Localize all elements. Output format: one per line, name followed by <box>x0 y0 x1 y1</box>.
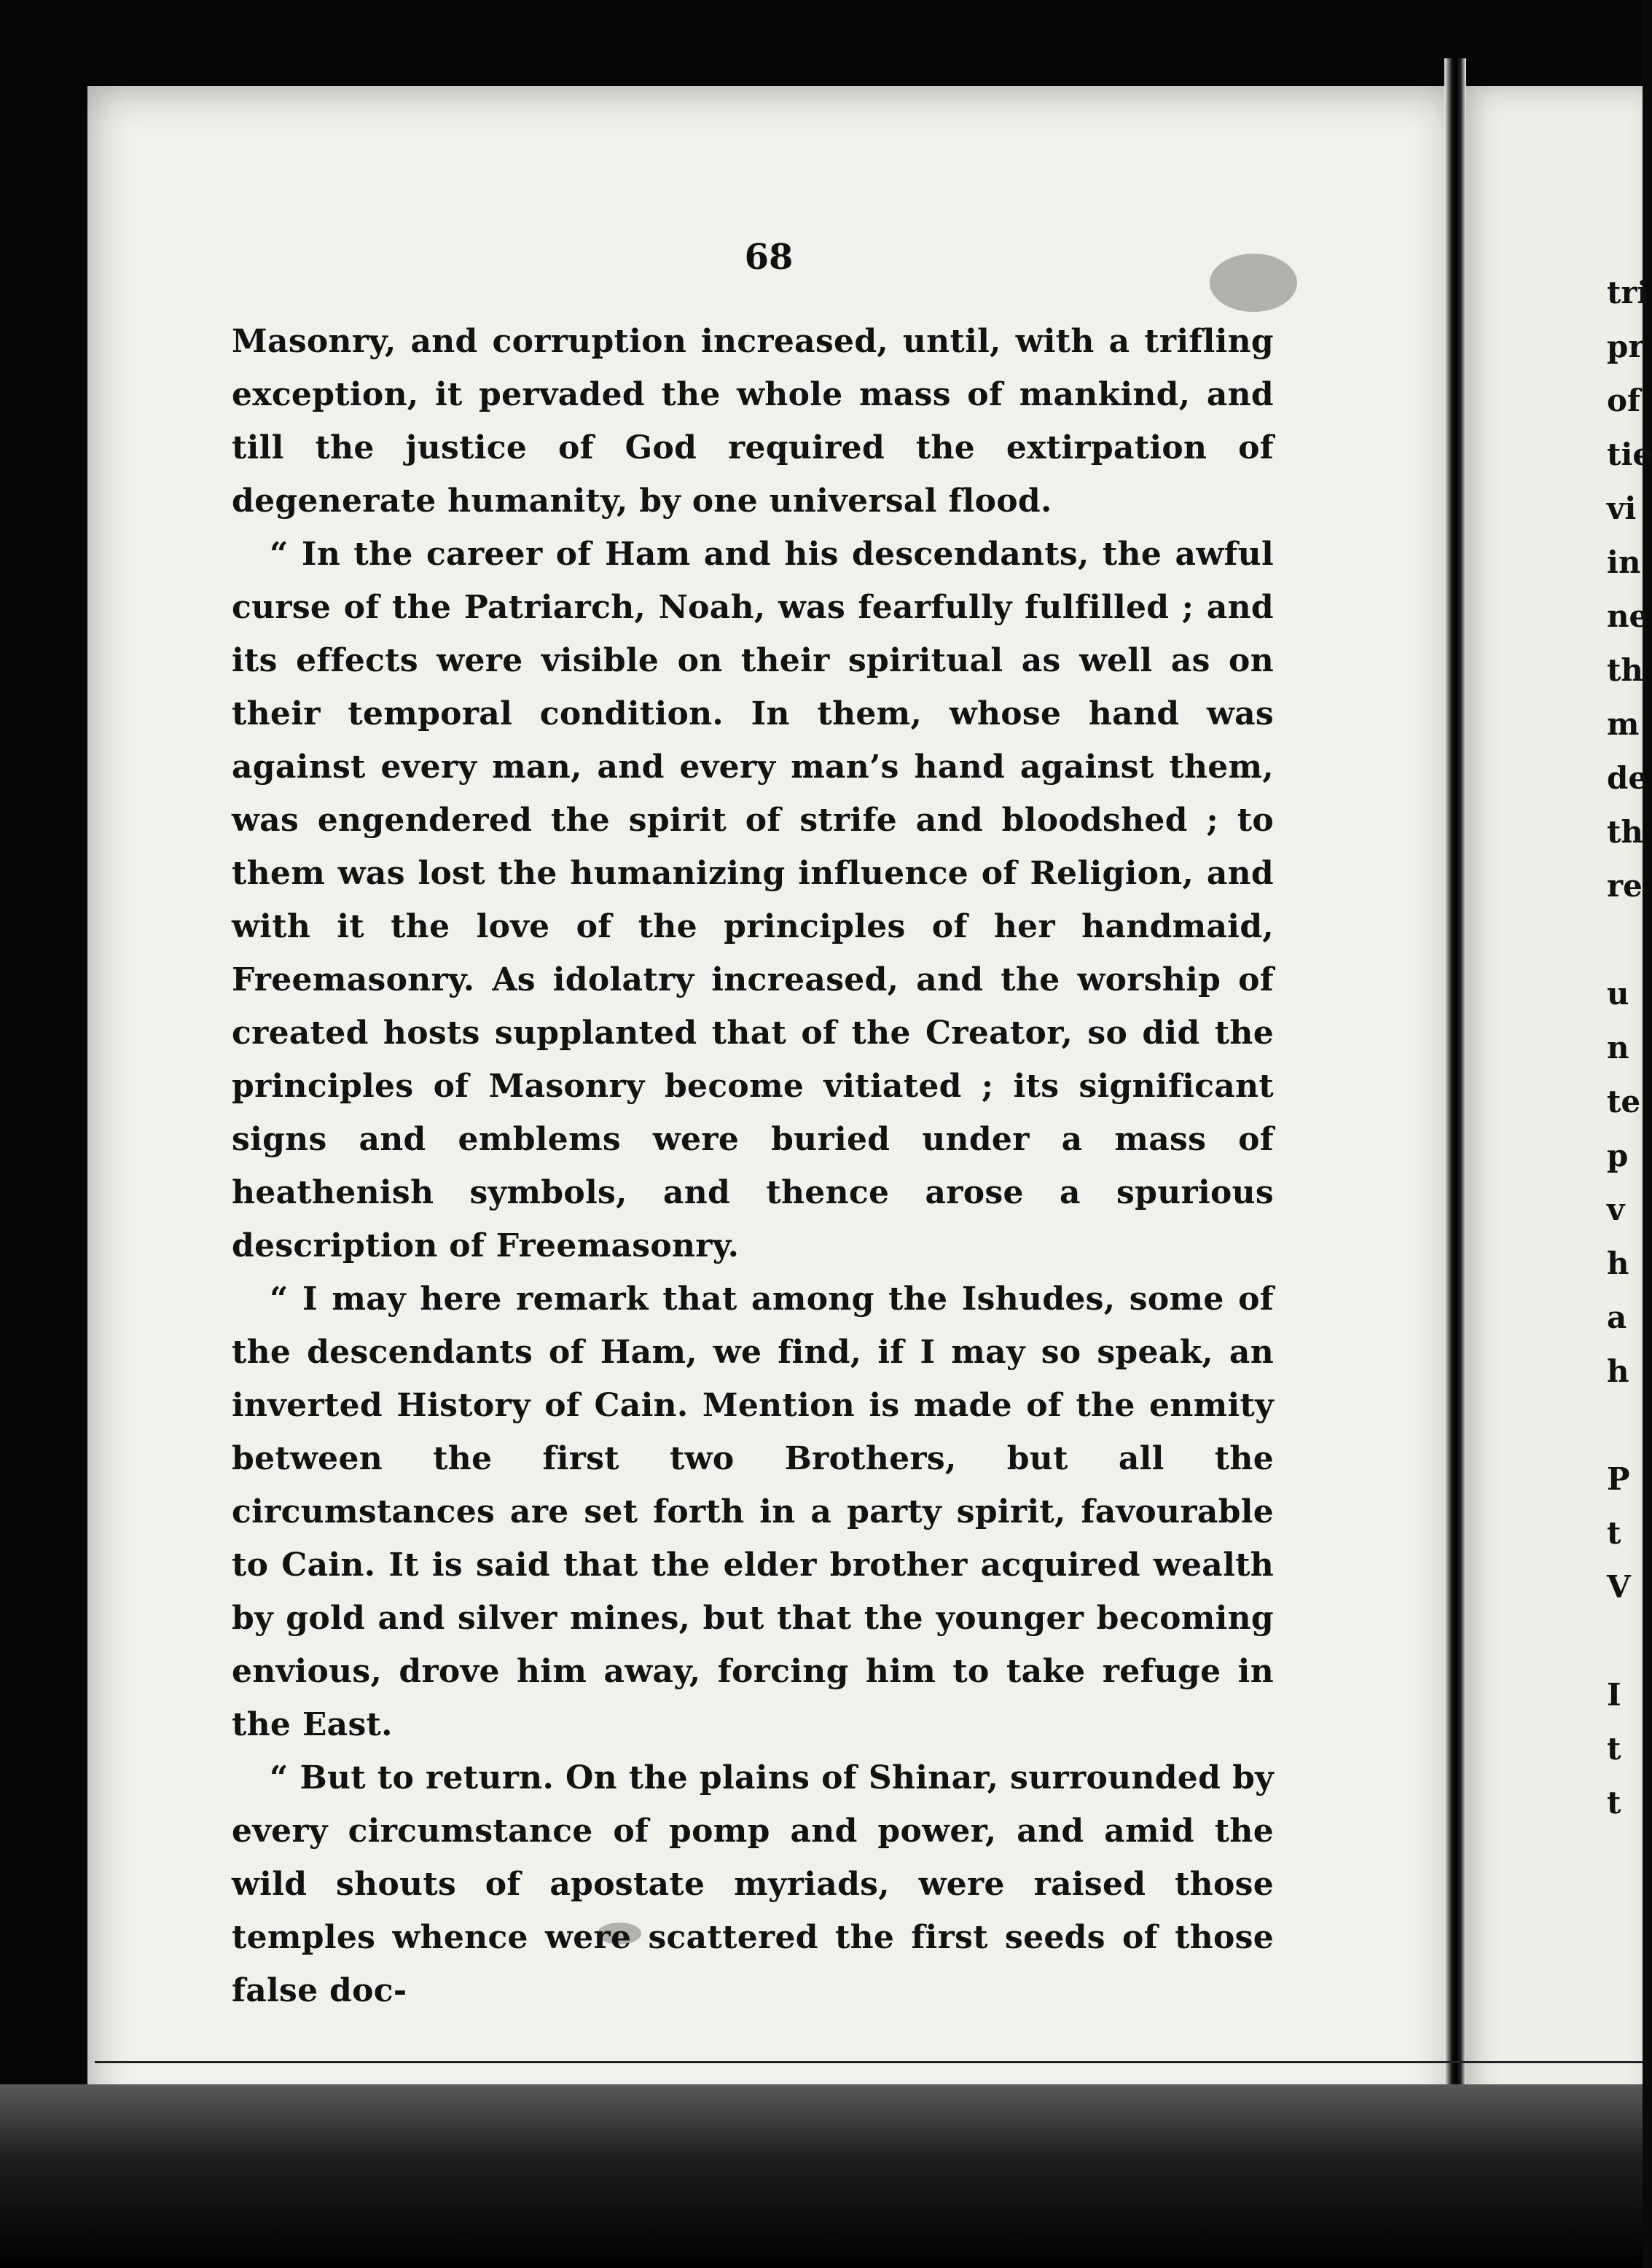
facing-fragment: v <box>1607 1192 1625 1227</box>
facing-fragment: re <box>1607 868 1643 904</box>
paragraph: “ But to return. On the plains of Shinar, surrounded by every circumstance of pomp and power, and amid the wild shouts of apostate myriads, were raised those temples whence were scattered the first seeds of those false doc- <box>232 1759 1274 2009</box>
facing-fragment: te <box>1607 1084 1641 1119</box>
facing-fragment: ne <box>1607 598 1649 634</box>
facing-fragment: m <box>1607 706 1640 742</box>
facing-fragment <box>1607 1399 1643 1452</box>
paragraph: “ I may here remark that among the Ishudes, some of the descendants of Ham, we find, if I may so speak, an inverted History of Cain. Mention is made of the enmity between the first two Brothers, but all the circumstances are set forth in a party spirit, favourable to Cain. It is said that the elder brother acquired wealth by gold and silver mines, but that the younger becoming envious, drove him away, forcing him to take refuge in the East. <box>232 1280 1274 1743</box>
facing-fragment: in <box>1607 544 1641 580</box>
facing-fragment <box>1607 913 1643 967</box>
facing-fragment: vi <box>1607 490 1637 526</box>
facing-fragment <box>1607 1614 1643 1668</box>
facing-fragment: de <box>1607 760 1648 796</box>
facing-fragment: of <box>1607 383 1641 418</box>
facing-fragment: h <box>1607 1246 1629 1281</box>
scan-bottom-border <box>0 2084 1643 2268</box>
paragraph: Masonry, and corruption increased, until, with a trifling exception, it pervaded the whole mass of mankind, and till the justice of God required the extirpation of degenerate humanity, by one universal flood. <box>232 323 1274 520</box>
facing-fragment: t <box>1607 1515 1621 1551</box>
facing-page-text <box>1607 266 1652 1830</box>
facing-fragment: tri <box>1607 275 1649 310</box>
facing-fragment: th <box>1607 814 1643 850</box>
facing-fragment: P <box>1607 1461 1630 1497</box>
page-gutter <box>1444 58 1466 2230</box>
facing-fragment: n <box>1607 1030 1629 1065</box>
facing-fragment: tie <box>1607 437 1652 472</box>
facing-fragment: I <box>1607 1677 1621 1713</box>
facing-fragment: u <box>1607 976 1629 1012</box>
facing-fragment: t <box>1607 1731 1621 1767</box>
ink-stain <box>1210 254 1297 312</box>
facing-fragment: V <box>1607 1569 1631 1605</box>
body-text <box>232 315 1274 2017</box>
facing-fragment: p <box>1607 1138 1629 1173</box>
facing-fragment: th <box>1607 652 1643 688</box>
page-bottom-rule <box>95 2061 1643 2063</box>
paragraph: “ In the career of Ham and his descendants, the awful curse of the Patriarch, Noah, was fearfully fulfilled ; and its effects were visible on their spiritual as well as on their temporal condition. In them, whose hand was against every man, and every man’s hand against them, was engendered the spirit of strife and bloodshed ; to them was lost the humanizing influence of Religion, and with it the love of the principles of her handmaid, Freemasonry. As idolatry increased, and the worship of created hosts supplanted that of the Creator, so did the principles of Masonry become vitiated ; its significant signs and emblems were buried under a mass of heathenish symbols, and thence arose a spurious description of Freemasonry. <box>232 536 1274 1264</box>
facing-fragment: pr <box>1607 329 1645 364</box>
facing-fragment: t <box>1607 1785 1621 1821</box>
facing-fragment: a <box>1607 1299 1627 1335</box>
facing-fragment: h <box>1607 1353 1629 1389</box>
page-number: 68 <box>744 237 794 278</box>
